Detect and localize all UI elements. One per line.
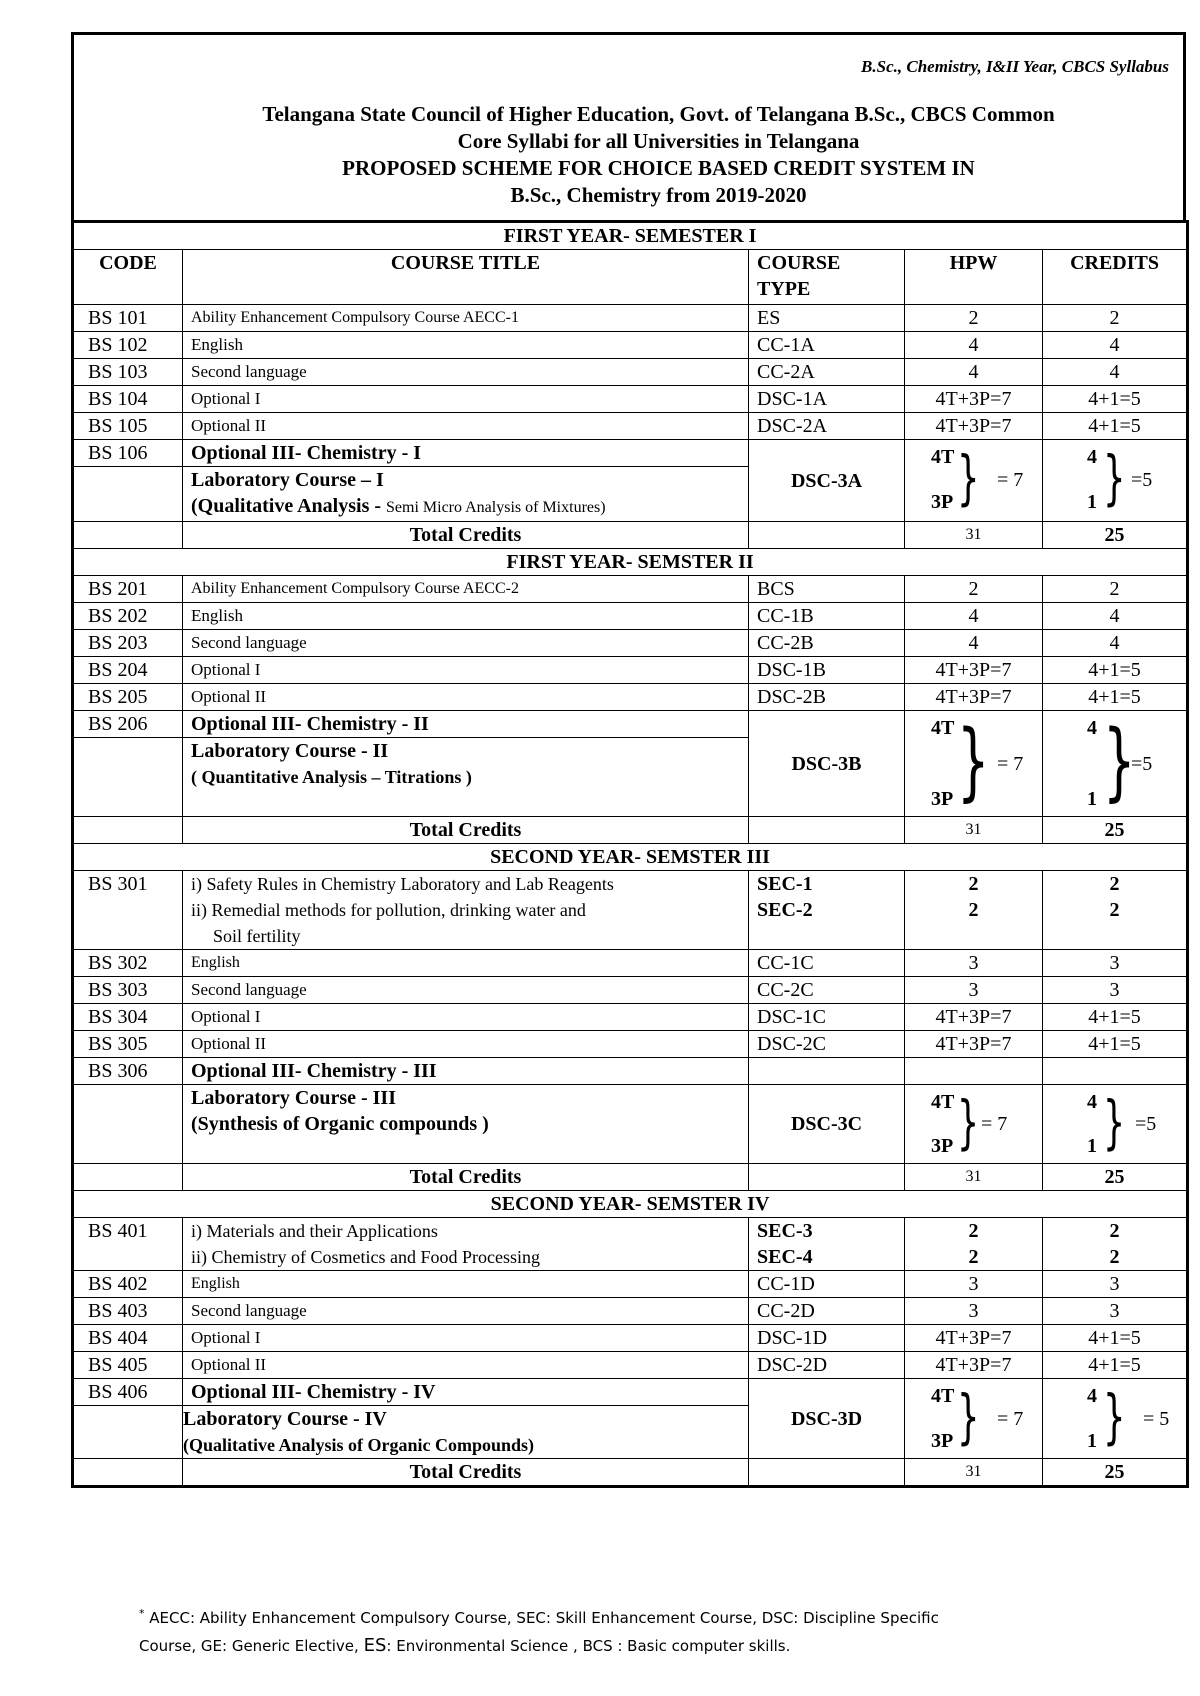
course-credits: 2 — [1043, 576, 1188, 603]
credit-theory: 4 — [1087, 1385, 1097, 1407]
skill-course-credits — [1043, 1218, 1188, 1271]
credit-practical: 1 — [1087, 491, 1097, 513]
column-header-row — [73, 250, 1188, 305]
course-title: Optional II — [183, 684, 749, 711]
course-credits: 4 — [1043, 603, 1188, 630]
course-row — [73, 576, 1188, 603]
chemistry-row — [73, 711, 1188, 738]
lab-title-cell — [183, 1085, 749, 1164]
skill-credit-1: 2 — [1109, 873, 1120, 895]
course-code: BS 403 — [73, 1298, 183, 1325]
total-label: Total Credits — [183, 1164, 749, 1191]
skill-course-title: ii) Chemistry of Cosmetics and Food Processing — [191, 1247, 540, 1267]
course-row — [73, 359, 1188, 386]
semester-heading: FIRST YEAR- SEMESTER I — [73, 222, 1188, 250]
col-course-title: COURSE TITLE — [183, 250, 749, 305]
lab-subtitle-b: Semi Micro Analysis of Mixtures) — [386, 499, 606, 516]
skill-course-title: i) Materials and their Applications — [191, 1221, 438, 1241]
semester-heading: SECOND YEAR- SEMSTER III — [73, 844, 1188, 871]
chem-hpw-empty — [905, 1058, 1043, 1085]
total-hpw: 31 — [905, 522, 1043, 549]
course-credits: 4 — [1043, 359, 1188, 386]
course-hpw: 3 — [905, 977, 1043, 1004]
course-title: Ability Enhancement Compulsory Course AECC-1 — [183, 305, 749, 332]
semester-heading: SECOND YEAR- SEMSTER IV — [73, 1191, 1188, 1218]
footnote-line-2a: Course, GE: Generic Elective, — [139, 1637, 364, 1655]
header-line-2: Core Syllabi for all Universities in Telangana — [457, 129, 860, 153]
course-code: BS 206 — [73, 711, 183, 738]
course-credits: 4+1=5 — [1043, 413, 1188, 440]
course-hpw: 4 — [905, 630, 1043, 657]
course-title: Optional I — [183, 1325, 749, 1352]
course-row — [73, 977, 1188, 1004]
skill-credit-2: 2 — [1109, 899, 1120, 921]
semester-heading: FIRST YEAR- SEMSTER II — [73, 549, 1188, 576]
total-type-empty — [749, 1164, 905, 1191]
document-page — [71, 32, 1186, 1656]
course-hpw: 2 — [905, 576, 1043, 603]
course-code: BS 105 — [73, 413, 183, 440]
course-type: DSC-2D — [749, 1352, 905, 1379]
course-row — [73, 657, 1188, 684]
lab-subtitle: (Qualitative Analysis of Organic Compounds) — [183, 1435, 535, 1455]
course-title: Optional II — [183, 1352, 749, 1379]
skill-type-2: SEC-4 — [757, 1246, 813, 1268]
course-title: Optional I — [183, 1004, 749, 1031]
course-credits: 3 — [1043, 977, 1188, 1004]
course-hpw: 4T+3P=7 — [905, 657, 1043, 684]
hpw-theory: 4T — [931, 717, 955, 739]
skill-hpw-2: 2 — [968, 899, 979, 921]
course-type: DSC-2A — [749, 413, 905, 440]
skill-course-types — [749, 1218, 905, 1271]
total-row — [73, 1459, 1188, 1487]
course-code: BS 205 — [73, 684, 183, 711]
credit-total: =5 — [1131, 468, 1153, 491]
course-title: English — [183, 603, 749, 630]
document-header — [71, 32, 1186, 220]
lab-subtitle-a: (Qualitative Analysis - — [191, 495, 387, 517]
skill-credit-2: 2 — [1109, 1246, 1120, 1268]
course-type: BCS — [749, 576, 905, 603]
skill-course-hpw — [905, 871, 1043, 950]
course-hpw: 3 — [905, 950, 1043, 977]
course-row — [73, 1352, 1188, 1379]
chemistry-row — [73, 440, 1188, 467]
skill-type-1: SEC-3 — [757, 1220, 813, 1242]
footnote-line-2b: : Environmental Science , BCS : Basic computer skills. — [386, 1637, 791, 1655]
col-hpw: HPW — [905, 250, 1043, 305]
course-title: Optional I — [183, 386, 749, 413]
hpw-total: = 7 — [981, 1113, 1008, 1135]
course-code: BS 106 — [73, 440, 183, 467]
skill-hpw-2: 2 — [968, 1246, 979, 1268]
course-row — [73, 1004, 1188, 1031]
course-type: CC-2D — [749, 1298, 905, 1325]
hpw-total: = 7 — [997, 468, 1024, 491]
chemistry-hpw — [905, 711, 1043, 817]
col-course-type-1: COURSE — [757, 252, 841, 274]
total-credits: 25 — [1043, 1164, 1188, 1191]
brace-icon: } — [957, 712, 990, 811]
skill-course-titles — [183, 871, 749, 950]
total-label: Total Credits — [183, 817, 749, 844]
course-hpw: 4T+3P=7 — [905, 1004, 1043, 1031]
course-type: CC-2A — [749, 359, 905, 386]
credit-total: = 5 — [1143, 1407, 1170, 1430]
course-type: DSC-1D — [749, 1325, 905, 1352]
course-credits: 2 — [1043, 305, 1188, 332]
skill-course-titles — [183, 1218, 749, 1271]
course-title: Second language — [183, 359, 749, 386]
hpw-theory: 4T — [931, 446, 955, 468]
course-type: ES — [749, 305, 905, 332]
skill-hpw-1: 2 — [968, 873, 979, 895]
skill-course-types — [749, 871, 905, 950]
col-code: CODE — [73, 250, 183, 305]
credit-theory: 4 — [1087, 446, 1097, 468]
course-code: BS 401 — [73, 1218, 183, 1271]
course-type: DSC-1A — [749, 386, 905, 413]
course-hpw: 4T+3P=7 — [905, 1031, 1043, 1058]
course-hpw: 2 — [905, 305, 1043, 332]
total-hpw: 31 — [905, 817, 1043, 844]
course-hpw: 4T+3P=7 — [905, 413, 1043, 440]
course-code: BS 303 — [73, 977, 183, 1004]
course-code: BS 203 — [73, 630, 183, 657]
chemistry-hpw — [905, 440, 1043, 522]
lab-title: Laboratory Course – I — [191, 469, 384, 491]
lab-title: Laboratory Course - III — [191, 1087, 396, 1109]
course-credits: 4 — [1043, 630, 1188, 657]
course-type: CC-2C — [749, 977, 905, 1004]
skill-course-title: i) Safety Rules in Chemistry Laboratory and Lab Reagents — [191, 874, 614, 894]
course-hpw: 4 — [905, 332, 1043, 359]
total-label: Total Credits — [183, 522, 749, 549]
chemistry-credits — [1043, 711, 1188, 817]
lab-code-empty — [73, 467, 183, 522]
credit-practical: 1 — [1087, 788, 1097, 810]
chemistry-hpw — [905, 1379, 1043, 1459]
skill-type-1: SEC-1 — [757, 873, 813, 895]
document-tag: B.Sc., Chemistry, I&II Year, CBCS Syllabus — [861, 57, 1169, 76]
course-code: BS 405 — [73, 1352, 183, 1379]
lab-title: Laboratory Course - II — [191, 740, 389, 762]
skill-course-row — [73, 1218, 1188, 1271]
course-credits: 3 — [1043, 1271, 1188, 1298]
total-hpw: 31 — [905, 1459, 1043, 1487]
credit-theory: 4 — [1087, 1091, 1097, 1113]
course-title: English — [183, 1271, 749, 1298]
hpw-practical: 3P — [931, 1430, 954, 1452]
course-hpw: 3 — [905, 1271, 1043, 1298]
course-code: BS 306 — [73, 1058, 183, 1085]
skill-course-credits — [1043, 871, 1188, 950]
course-code: BS 201 — [73, 576, 183, 603]
credit-practical: 1 — [1087, 1430, 1097, 1452]
course-code: BS 301 — [73, 871, 183, 950]
course-credits: 4+1=5 — [1043, 1004, 1188, 1031]
chemistry-credits — [1043, 440, 1188, 522]
course-credits: 4+1=5 — [1043, 684, 1188, 711]
total-type-empty — [749, 817, 905, 844]
hpw-total: = 7 — [997, 1407, 1024, 1430]
lab-subtitle — [191, 493, 740, 521]
chemistry-type: DSC-3B — [749, 711, 905, 817]
skill-course-title: Soil fertility — [213, 926, 301, 946]
total-hpw: 31 — [905, 1164, 1043, 1191]
course-credits: 3 — [1043, 1298, 1188, 1325]
course-type: CC-1B — [749, 603, 905, 630]
course-title: Second language — [183, 1298, 749, 1325]
total-row — [73, 817, 1188, 844]
course-credits: 4+1=5 — [1043, 1325, 1188, 1352]
course-code: BS 103 — [73, 359, 183, 386]
course-code: BS 406 — [73, 1379, 183, 1406]
skill-type-2: SEC-2 — [757, 899, 813, 921]
course-code: BS 404 — [73, 1325, 183, 1352]
brace-icon: } — [957, 1382, 980, 1451]
course-row — [73, 386, 1188, 413]
chemistry-hpw — [905, 1085, 1043, 1164]
brace-icon: } — [957, 443, 980, 512]
course-row — [73, 1325, 1188, 1352]
total-code-empty — [73, 1459, 183, 1487]
course-code: BS 102 — [73, 332, 183, 359]
course-code: BS 302 — [73, 950, 183, 977]
course-title: Second language — [183, 977, 749, 1004]
header-line-3: PROPOSED SCHEME FOR CHOICE BASED CREDIT SYSTEM IN — [342, 156, 975, 180]
course-hpw: 4T+3P=7 — [905, 386, 1043, 413]
course-type: DSC-1C — [749, 1004, 905, 1031]
course-type: DSC-1B — [749, 657, 905, 684]
course-row — [73, 1031, 1188, 1058]
skill-course-hpw — [905, 1218, 1043, 1271]
total-code-empty — [73, 522, 183, 549]
course-type: CC-1C — [749, 950, 905, 977]
hpw-practical: 3P — [931, 1135, 954, 1157]
hpw-total: = 7 — [997, 752, 1024, 775]
skill-hpw-1: 2 — [968, 1220, 979, 1242]
course-title: Ability Enhancement Compulsory Course AECC-2 — [183, 576, 749, 603]
course-title: Second language — [183, 630, 749, 657]
hpw-theory: 4T — [931, 1385, 955, 1407]
col-course-type-2: TYPE — [757, 278, 811, 300]
course-row — [73, 332, 1188, 359]
chemistry-title: Optional III- Chemistry - I — [183, 440, 749, 467]
hpw-practical: 3P — [931, 788, 954, 810]
footnote-line-1: AECC: Ability Enhancement Compulsory Course, SEC: Skill Enhancement Course, DSC: Discipline Specific — [144, 1609, 939, 1627]
course-row — [73, 603, 1188, 630]
credit-theory: 4 — [1087, 717, 1097, 739]
total-row — [73, 1164, 1188, 1191]
col-course-type — [749, 250, 905, 305]
brace-icon: } — [957, 1088, 980, 1156]
course-hpw: 3 — [905, 1298, 1043, 1325]
total-type-empty — [749, 1459, 905, 1487]
laboratory-row — [73, 1085, 1188, 1164]
header-line-4: B.Sc., Chemistry from 2019-2020 — [510, 183, 807, 207]
chemistry-row — [73, 1379, 1188, 1406]
credit-scheme-table — [71, 220, 1189, 1488]
footnote-es: ES — [363, 1635, 387, 1656]
brace-icon: } — [1103, 712, 1136, 811]
credit-practical: 1 — [1087, 1135, 1097, 1157]
skill-course-title: ii) Remedial methods for pollution, drinking water and — [191, 900, 586, 920]
lab-title-cell — [183, 738, 749, 817]
course-credits: 4+1=5 — [1043, 1352, 1188, 1379]
total-label: Total Credits — [183, 1459, 749, 1487]
chemistry-type: DSC-3C — [749, 1085, 905, 1164]
chemistry-title: Optional III- Chemistry - IV — [183, 1379, 749, 1406]
course-hpw: 4 — [905, 359, 1043, 386]
course-credits: 4+1=5 — [1043, 386, 1188, 413]
course-code: BS 304 — [73, 1004, 183, 1031]
course-row — [73, 1298, 1188, 1325]
chem-type-empty — [749, 1058, 905, 1085]
chemistry-row — [73, 1058, 1188, 1085]
course-credits: 4 — [1043, 332, 1188, 359]
total-credits: 25 — [1043, 522, 1188, 549]
course-title: English — [183, 332, 749, 359]
chemistry-type: DSC-3A — [749, 440, 905, 522]
course-code: BS 202 — [73, 603, 183, 630]
credit-total: =5 — [1135, 1113, 1157, 1135]
lab-title-cell — [183, 1406, 749, 1459]
chemistry-title: Optional III- Chemistry - II — [183, 711, 749, 738]
skill-credit-1: 2 — [1109, 1220, 1120, 1242]
course-credits: 3 — [1043, 950, 1188, 977]
course-code: BS 204 — [73, 657, 183, 684]
total-code-empty — [73, 1164, 183, 1191]
col-credits: CREDITS — [1043, 250, 1188, 305]
chemistry-title: Optional III- Chemistry - III — [183, 1058, 749, 1085]
total-code-empty — [73, 817, 183, 844]
brace-icon: } — [1103, 1382, 1126, 1451]
course-type: CC-1A — [749, 332, 905, 359]
lab-title-cell — [183, 467, 749, 522]
course-title: English — [183, 950, 749, 977]
course-row — [73, 305, 1188, 332]
total-type-empty — [749, 522, 905, 549]
course-title: Optional I — [183, 657, 749, 684]
header-line-1: Telangana State Council of Higher Education, Govt. of Telangana B.Sc., CBCS Common — [262, 102, 1055, 126]
hpw-practical: 3P — [931, 491, 954, 513]
lab-title: Laboratory Course - IV — [183, 1408, 387, 1430]
lab-code-empty — [73, 738, 183, 817]
course-hpw: 4T+3P=7 — [905, 684, 1043, 711]
chemistry-credits — [1043, 1379, 1188, 1459]
chemistry-credits — [1043, 1085, 1188, 1164]
course-title: Optional II — [183, 413, 749, 440]
course-type: CC-2B — [749, 630, 905, 657]
brace-icon: } — [1103, 443, 1126, 512]
course-type: DSC-2B — [749, 684, 905, 711]
course-credits: 4+1=5 — [1043, 657, 1188, 684]
course-row — [73, 413, 1188, 440]
course-row — [73, 630, 1188, 657]
brace-icon: } — [1103, 1088, 1126, 1156]
chem-credits-empty — [1043, 1058, 1188, 1085]
lab-code-empty — [73, 1085, 183, 1164]
course-type: CC-1D — [749, 1271, 905, 1298]
lab-code-empty — [73, 1406, 183, 1459]
total-credits: 25 — [1043, 817, 1188, 844]
total-credits: 25 — [1043, 1459, 1188, 1487]
course-row — [73, 684, 1188, 711]
course-code: BS 104 — [73, 386, 183, 413]
credit-total: =5 — [1131, 752, 1153, 775]
course-type: DSC-2C — [749, 1031, 905, 1058]
lab-subtitle: ( Quantitative Analysis – Titrations ) — [191, 767, 472, 787]
course-hpw: 4T+3P=7 — [905, 1352, 1043, 1379]
hpw-theory: 4T — [931, 1091, 955, 1113]
course-code: BS 305 — [73, 1031, 183, 1058]
course-code: BS 101 — [73, 305, 183, 332]
lab-subtitle: (Synthesis of Organic compounds ) — [191, 1113, 489, 1135]
course-hpw: 4 — [905, 603, 1043, 630]
course-row — [73, 1271, 1188, 1298]
course-row — [73, 950, 1188, 977]
course-hpw: 4T+3P=7 — [905, 1325, 1043, 1352]
course-credits: 4+1=5 — [1043, 1031, 1188, 1058]
total-row — [73, 522, 1188, 549]
skill-course-row — [73, 871, 1188, 950]
footnote — [139, 1600, 1200, 1660]
course-title: Optional II — [183, 1031, 749, 1058]
chemistry-type: DSC-3D — [749, 1379, 905, 1459]
course-code: BS 402 — [73, 1271, 183, 1298]
footnote-mark: * — [139, 1607, 145, 1620]
